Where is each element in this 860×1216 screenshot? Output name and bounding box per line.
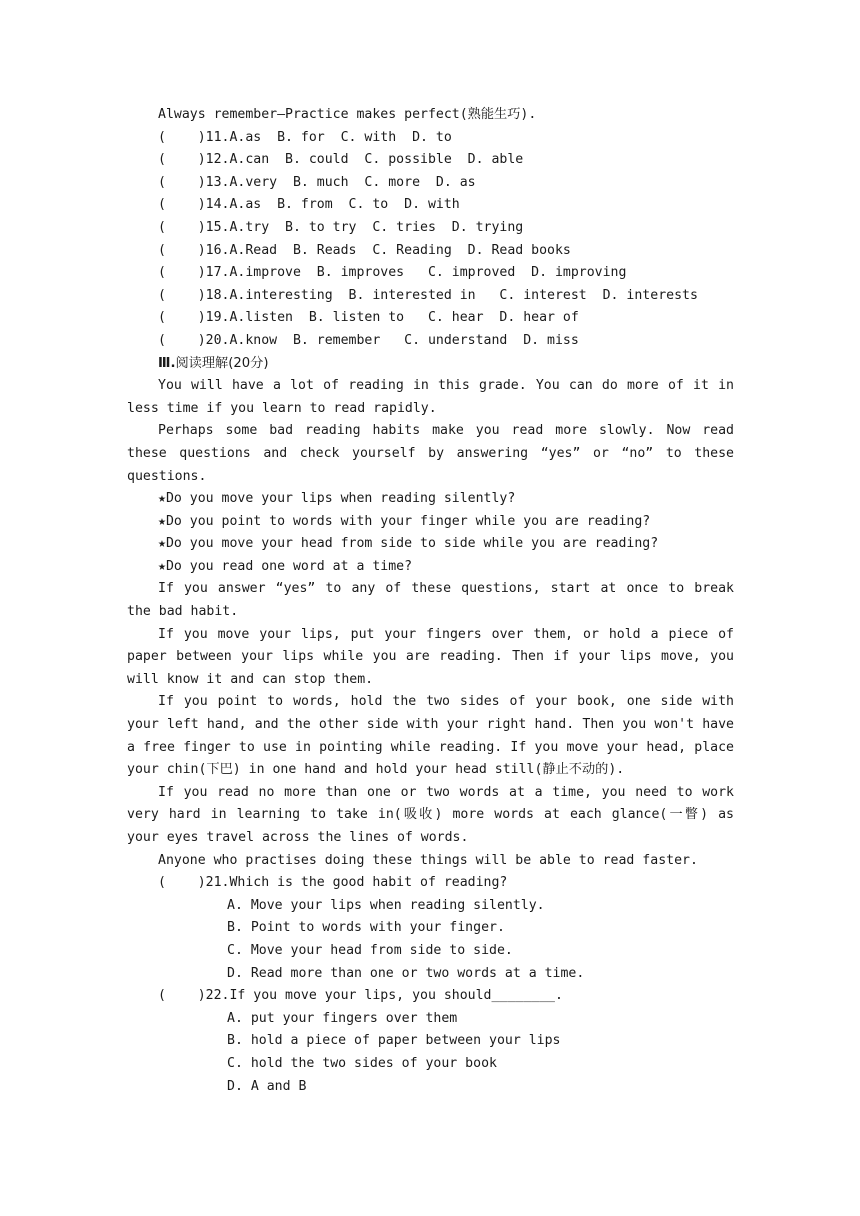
intro-line: Always remember—Practice makes perfect(熟能生巧). (158, 107, 537, 122)
cloze-item-19: ( )19.A.listen B. listen to C. hear D. hear of (158, 310, 579, 326)
cloze-item-12: ( )12.A.can B. could C. possible D. able (158, 152, 524, 168)
passage-paragraph-3: If you answer “yes” to any of these questions, start at once to break the bad habit. (127, 581, 734, 620)
passage-paragraph-6: If you read no more than one or two words at a time, you need to work very hard in learning to take in(吸收) more words at each glance(一瞥) as your eyes travel across the lines of words. (127, 784, 734, 845)
option-c: C. Move your head from side to side. (227, 942, 513, 958)
option-b: B. hold a piece of paper between your lips (227, 1033, 561, 1049)
question-stem: ( )22.If you move your lips, you should________. (158, 988, 563, 1004)
option-a: A. Move your lips when reading silently. (227, 897, 545, 913)
cloze-item-15: ( )15.A.try B. to try C. tries D. trying (158, 219, 524, 235)
cloze-item-14: ( )14.A.as B. from C. to D. with (158, 197, 460, 213)
section-title: 阅读理解(20分) (175, 355, 269, 371)
passage-paragraph-7: Anyone who practises doing these things will be able to read faster. (158, 852, 698, 868)
passage-paragraph-4: If you move your lips, put your fingers over them, or hold a piece of paper between your lips while you are reading. Then if your lips move, you will know it and can stop them. (127, 626, 734, 687)
cloze-item-17: ( )17.A.improve B. improves C. improved D. improving (158, 265, 627, 281)
passage-paragraph-5: If you point to words, hold the two sides of your book, one side with your left hand, and the other side with your right hand. Then you won't have a free finger to use in pointing while reading. If you move your head, place your chin(下巴) in one hand and hold your head still(静止不动的). (127, 694, 734, 778)
passage-bullet-3: ★Do you move your head from side to side while you are reading? (158, 536, 659, 552)
cloze-item-13: ( )13.A.very B. much C. more D. as (158, 174, 476, 190)
cloze-item-18: ( )18.A.interesting B. interested in C. interest D. interests (158, 287, 698, 303)
section-heading (127, 353, 734, 376)
section-numeral: Ⅲ. (158, 355, 176, 371)
option-d: D. Read more than one or two words at a time. (227, 965, 585, 981)
option-c: C. hold the two sides of your book (227, 1055, 497, 1071)
cloze-items (127, 127, 734, 353)
passage-bullet-4: ★Do you read one word at a time? (158, 558, 413, 574)
cloze-item-11: ( )11.A.as B. for C. with D. to (158, 129, 452, 145)
worksheet-page (127, 104, 734, 1098)
question-stem: ( )21.Which is the good habit of reading? (158, 875, 508, 891)
option-d: D. A and B (227, 1078, 307, 1094)
passage-paragraph-1: You will have a lot of reading in this grade. You can do more of it in less time if you learn to read rapidly. (127, 378, 734, 416)
question-22 (127, 985, 734, 1098)
passage-bullet-2: ★Do you point to words with your finger while you are reading? (158, 513, 651, 529)
passage-paragraph-2: Perhaps some bad reading habits make you read more slowly. Now read these questions and check yourself by answering “yes” or “no” to these questions. (127, 423, 734, 484)
option-a: A. put your fingers over them (227, 1010, 458, 1026)
cloze-item-16: ( )16.A.Read B. Reads C. Reading D. Read books (158, 242, 571, 258)
passage-bullet-1: ★Do you move your lips when reading silently? (158, 491, 516, 507)
question-21 (127, 872, 734, 985)
option-b: B. Point to words with your finger. (227, 920, 505, 936)
cloze-item-20: ( )20.A.know B. remember C. understand D. miss (158, 332, 579, 348)
